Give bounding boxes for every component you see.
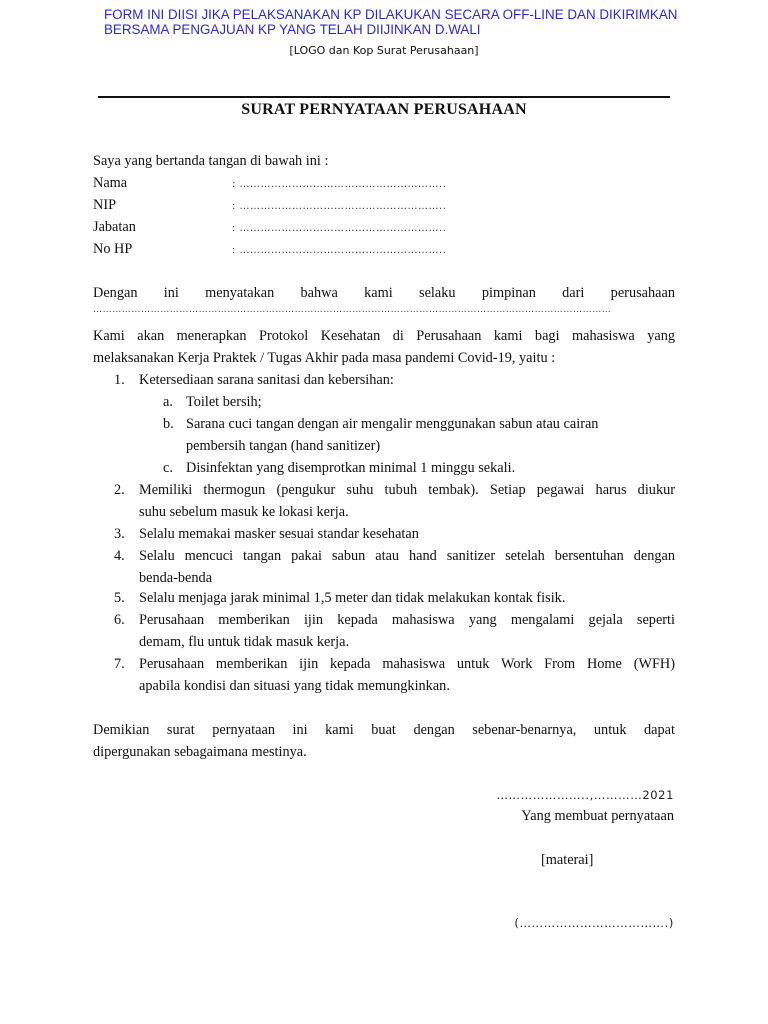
list-item-continued: benda-benda bbox=[139, 570, 213, 586]
sublist-item: Disinfektan yang disemprotkan minimal 1 minggu sekali. bbox=[186, 460, 516, 476]
field-value-nama: : ………………………………………………….. bbox=[232, 179, 447, 190]
signer-label: Yang membuat pernyataan bbox=[521, 808, 674, 824]
field-label-jabatan: Jabatan bbox=[93, 219, 136, 235]
list-item: Memiliki thermogun (pengukur suhu tubuh tembak). Setiap pegawai harus diukur bbox=[139, 482, 675, 498]
list-number: 5. bbox=[114, 590, 125, 606]
sublist-item-continued: pembersih tangan (hand sanitizer) bbox=[186, 438, 381, 454]
list-number: 2. bbox=[114, 482, 125, 498]
list-item: Ketersediaan sarana sanitasi dan kebersihan: bbox=[139, 372, 394, 388]
list-number: 7. bbox=[114, 656, 125, 672]
field-label-nip: NIP bbox=[93, 197, 117, 213]
statement-line: Dengan ini menyatakan bahwa kami selaku pimpinan dari perusahaan bbox=[93, 285, 675, 301]
list-item-continued: demam, flu untuk tidak masuk kerja. bbox=[139, 634, 350, 650]
field-label-no-hp: No HP bbox=[93, 241, 133, 257]
sublist-item: Sarana cuci tangan dengan air mengalir menggunakan sabun atau cairan bbox=[186, 416, 599, 432]
list-number: 6. bbox=[114, 612, 125, 628]
field-label-nama: Nama bbox=[93, 175, 128, 191]
field-value-no-hp: : ………………………………………………….. bbox=[232, 245, 447, 256]
list-item-continued: apabila kondisi dan situasi yang tidak memungkinkan. bbox=[139, 678, 450, 694]
list-number: 1. bbox=[114, 372, 125, 388]
materai-stamp-placeholder: [materai] bbox=[541, 852, 594, 868]
list-item-continued: suhu sebelum masuk ke lokasi kerja. bbox=[139, 504, 349, 520]
closing-line-1: Demikian surat pernyataan ini kami buat dengan sebenar-benarnya, untuk dapat bbox=[93, 722, 675, 738]
company-name-blank: ……………………………………………………………………………………………………………………………………………… bbox=[93, 305, 612, 315]
list-number: 4. bbox=[114, 548, 125, 564]
sublist-letter: a. bbox=[163, 394, 173, 410]
list-item: Perusahaan memberikan ijin kepada mahasiswa yang mengalami gejala seperti bbox=[139, 612, 675, 628]
intro-text: Saya yang bertanda tangan di bawah ini : bbox=[93, 153, 329, 169]
document-title: SURAT PERNYATAAN PERUSAHAAN bbox=[241, 101, 527, 118]
list-item: Selalu menjaga jarak minimal 1,5 meter dan tidak melakukan kontak fisik. bbox=[139, 590, 566, 606]
sublist-letter: b. bbox=[163, 416, 174, 432]
sublist-item: Toilet bersih; bbox=[186, 394, 262, 410]
offline-form-notice bbox=[104, 7, 744, 37]
paragraph-line-2: melaksanakan Kerja Praktek / Tugas Akhir pada masa pandemi Covid-19, yaitu : bbox=[93, 350, 556, 366]
header-divider bbox=[98, 96, 670, 98]
signature-name-line: (……………………………….) bbox=[514, 916, 674, 930]
notice-line-2: BERSAMA PENGAJUAN KP YANG TELAH DIIJINKAN D.WALI bbox=[104, 22, 481, 37]
notice-line-1: FORM INI DIISI JIKA PELAKSANAKAN KP DILAKUKAN SECARA OFF-LINE DAN DIKIRIMKAN bbox=[104, 7, 678, 22]
place-date-field: …………………..,…………2021 bbox=[496, 788, 674, 802]
paragraph-line-1: Kami akan menerapkan Protokol Kesehatan di Perusahaan kami bagi mahasiswa yang bbox=[93, 328, 675, 344]
list-item: Selalu mencuci tangan pakai sabun atau hand sanitizer setelah bersentuhan dengan bbox=[139, 548, 675, 564]
closing-line-2: dipergunakan sebagaimana mestinya. bbox=[93, 744, 307, 760]
letterhead-placeholder: [LOGO dan Kop Surat Perusahaan] bbox=[289, 44, 479, 57]
sublist-letter: c. bbox=[163, 460, 173, 476]
field-value-nip: : ………………………………………………….. bbox=[232, 201, 447, 212]
list-item: Selalu memakai masker sesuai standar kesehatan bbox=[139, 526, 419, 542]
list-number: 3. bbox=[114, 526, 125, 542]
field-value-jabatan: : ………………………………………………….. bbox=[232, 223, 447, 234]
list-item: Perusahaan memberikan ijin kepada mahasiswa untuk Work From Home (WFH) bbox=[139, 656, 675, 672]
